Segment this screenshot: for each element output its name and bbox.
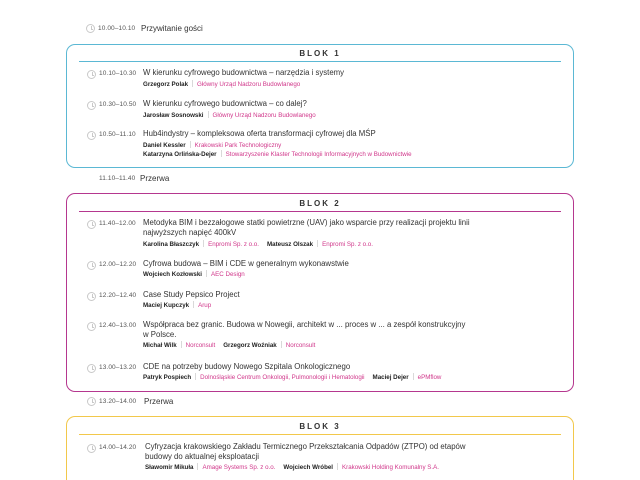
item-time: 14.00–14.20 — [99, 444, 137, 451]
clock-icon — [87, 292, 96, 301]
item-time: 10.30–10.50 — [99, 101, 137, 108]
speaker-name: Grzegorz Woźniak — [223, 342, 277, 349]
block-3-item-1 — [67, 441, 573, 479]
block-3 — [66, 416, 574, 480]
break-2-row — [87, 397, 173, 406]
item-time: 10.50–11.10 — [99, 131, 136, 138]
speaker-name: Sławomir Mikuła — [145, 464, 194, 471]
item-title-line-2: budowy do aktualnej eksploatacji — [145, 452, 259, 461]
item-speakers — [143, 301, 211, 311]
speaker-name: Maciej Dejer — [372, 374, 409, 381]
item-time: 12.20–12.40 — [99, 292, 137, 299]
welcome-time: 10.00–10.10 — [98, 25, 136, 32]
break-1-row — [99, 174, 169, 183]
speaker-name: Daniel Kessler — [143, 142, 186, 149]
block-1 — [66, 44, 574, 168]
speaker-org: Główny Urząd Nadzoru Budowlanego — [212, 112, 316, 119]
block-1-item-2 — [67, 98, 573, 128]
clock-icon — [87, 261, 96, 270]
speaker-name: Michał Wilk — [143, 342, 177, 349]
block-2-item-5 — [67, 361, 573, 389]
item-speakers — [143, 80, 300, 90]
speaker-org: Główny Urząd Nadzoru Budowlanego — [197, 81, 301, 88]
item-title-line-2: w Polsce. — [143, 330, 177, 339]
item-title-line-2: najwyższych napięć 400kV — [143, 228, 237, 237]
block-2-item-3 — [67, 289, 573, 317]
speaker-name: Karolina Błaszczyk — [143, 241, 200, 248]
welcome-title: Przywitanie gości — [141, 24, 203, 33]
clock-icon — [87, 101, 96, 110]
speaker-name: Grzegorz Polak — [143, 81, 189, 88]
speaker-name: Wojciech Wróbel — [283, 464, 334, 471]
break-time: 13.20–14.00 — [99, 398, 137, 405]
block-3-divider — [79, 434, 561, 435]
clock-icon — [87, 322, 96, 331]
item-title-line-1: Metodyka BIM i bezzałogowe statki powietrzne (UAV) jako wsparcie przy realizacji projektu linii — [143, 218, 470, 227]
item-time: 12.00–12.20 — [99, 261, 137, 268]
block-1-item-1 — [67, 67, 573, 97]
speaker-org: Norconsult — [185, 342, 216, 349]
speaker-name: Mateusz Olszak — [266, 241, 314, 248]
block-2-divider — [79, 211, 561, 212]
item-speakers — [143, 240, 373, 250]
item-title: W kierunku cyfrowego budownictwa – narzędzia i systemy — [143, 68, 345, 77]
item-title-line-1: Współpraca bez granic. Budowa w Nowegii, architekt w ... proces w ... a zespół konstrukcyjny — [143, 320, 466, 329]
clock-icon — [86, 24, 95, 33]
block-2 — [66, 193, 574, 392]
item-speakers — [143, 150, 412, 160]
block-3-title: BLOK 3 — [299, 422, 341, 431]
item-time: 11.40–12.00 — [99, 220, 136, 227]
speaker-org: Krakowski Holding Komunalny S.A. — [342, 464, 439, 471]
speaker-name: Jarosław Sosnowski — [143, 112, 204, 119]
block-2-item-2 — [67, 258, 573, 286]
block-1-title: BLOK 1 — [299, 49, 341, 58]
speaker-org: AEC Design — [211, 271, 245, 278]
item-title: W kierunku cyfrowego budownictwa – co dalej? — [143, 99, 307, 108]
speaker-org: ePMflow — [417, 374, 442, 381]
speaker-org: Stowarzyszenie Klaster Technologii Informacyjnych w Budownictwie — [225, 151, 412, 158]
speaker-name: Patryk Pospiech — [143, 374, 192, 381]
item-speakers — [145, 463, 439, 473]
speaker-org: Amage Systems Sp. z o.o. — [202, 464, 276, 471]
item-time: 12.40–13.00 — [99, 322, 137, 329]
item-title-line-1: Cyfryzacja krakowskiego Zakładu Termicznego Przekształcania Odpadów (ZTPO) od etapów — [145, 442, 466, 451]
block-2-item-4 — [67, 319, 573, 357]
break-time: 11.10–11.40 — [99, 175, 136, 182]
item-speakers — [143, 270, 245, 280]
speaker-name: Maciej Kupczyk — [143, 302, 190, 309]
speaker-name: Katarzyna Orlińska-Dejer — [143, 151, 217, 158]
speaker-name: Wojciech Kozłowski — [143, 271, 203, 278]
break-title: Przerwa — [140, 174, 170, 183]
speaker-org: Arup — [198, 302, 212, 309]
block-2-item-1 — [67, 217, 573, 255]
item-title: Cyfrowa budowa – BIM i CDE w generalnym wykonawstwie — [143, 259, 349, 268]
clock-icon — [87, 131, 96, 140]
item-title: Hub4indystry – kompleksowa oferta transformacji cyfrowej dla MŚP — [143, 129, 376, 138]
item-time: 13.00–13.20 — [99, 364, 137, 371]
speaker-org: Krakowski Park Technologiczny — [194, 142, 282, 149]
item-title: Case Study Pepsico Project — [143, 290, 240, 299]
speaker-org: Enpromi Sp. z o.o. — [208, 241, 259, 248]
speaker-org: Enpromi Sp. z o.o. — [322, 241, 373, 248]
break-title: Przerwa — [144, 397, 174, 406]
clock-icon — [87, 397, 96, 406]
block-1-item-3 — [67, 128, 573, 168]
speaker-org: Dolnośląskie Centrum Onkologii, Pulmonologii i Hematologii — [200, 374, 365, 381]
clock-icon — [87, 364, 96, 373]
clock-icon — [87, 220, 96, 229]
clock-icon — [87, 444, 96, 453]
speaker-org: Norconsult — [285, 342, 316, 349]
clock-icon — [87, 70, 96, 79]
item-speakers — [143, 111, 316, 121]
block-1-divider — [79, 61, 561, 62]
welcome-row — [86, 24, 203, 33]
item-time: 10.10–10.30 — [99, 70, 137, 77]
block-2-title: BLOK 2 — [299, 199, 341, 208]
item-speakers — [143, 341, 315, 351]
item-speakers — [143, 373, 441, 383]
item-title: CDE na potrzeby budowy Nowego Szpitala Onkologicznego — [143, 362, 351, 371]
